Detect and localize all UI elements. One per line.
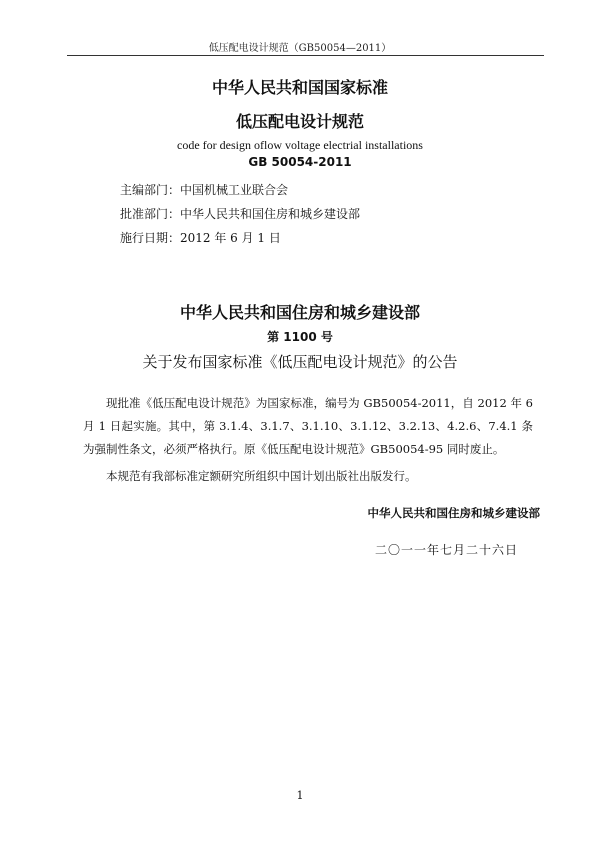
announcement-paragraph-1: 现批准《低压配电设计规范》为国家标准，编号为 GB50054-2011，自 2012 年 6 月 1 日起实施。其中，第 3.1.4、3.1.7、3.1.10、3.1.12、3.2.13、4.2.6、7.4.1 条为强制性条文，必须严格执行。原《低压配电设计规范》GB50054-95 同时废止。	[83, 396, 533, 456]
english-name: code for design oflow voltage electrial installations	[177, 138, 423, 152]
approver-line: 批准部门：中华人民共和国住房和城乡建设部	[120, 207, 361, 221]
issue-date: 二〇一一年七月二十六日	[374, 543, 518, 557]
standard-type-title: 中华人民共和国国家标准	[211, 78, 388, 97]
standard-name-title: 低压配电设计规范	[235, 112, 364, 131]
running-header: 低压配电设计规范（GB50054—2011）	[208, 43, 392, 54]
page-number: 1	[296, 789, 304, 802]
header-rule	[67, 55, 544, 56]
announcement-paragraph-2: 本规范有我部标准定额研究所组织中国计划出版社出版发行。	[106, 469, 417, 483]
meta-list	[120, 178, 540, 250]
effective-date-line: 施行日期：2012 年 6 月 1 日	[120, 231, 281, 245]
standard-code: GB 50054-2011	[248, 155, 352, 169]
editor-line: 主编部门：中国机械工业联合会	[120, 183, 289, 197]
notice-number: 第 1100 号	[267, 330, 333, 344]
issuer-signature: 中华人民共和国住房和城乡建设部	[367, 506, 540, 520]
notice-title: 关于发布国家标准《低压配电设计规范》的公告	[142, 353, 458, 371]
ministry-heading: 中华人民共和国住房和城乡建设部	[179, 303, 420, 322]
